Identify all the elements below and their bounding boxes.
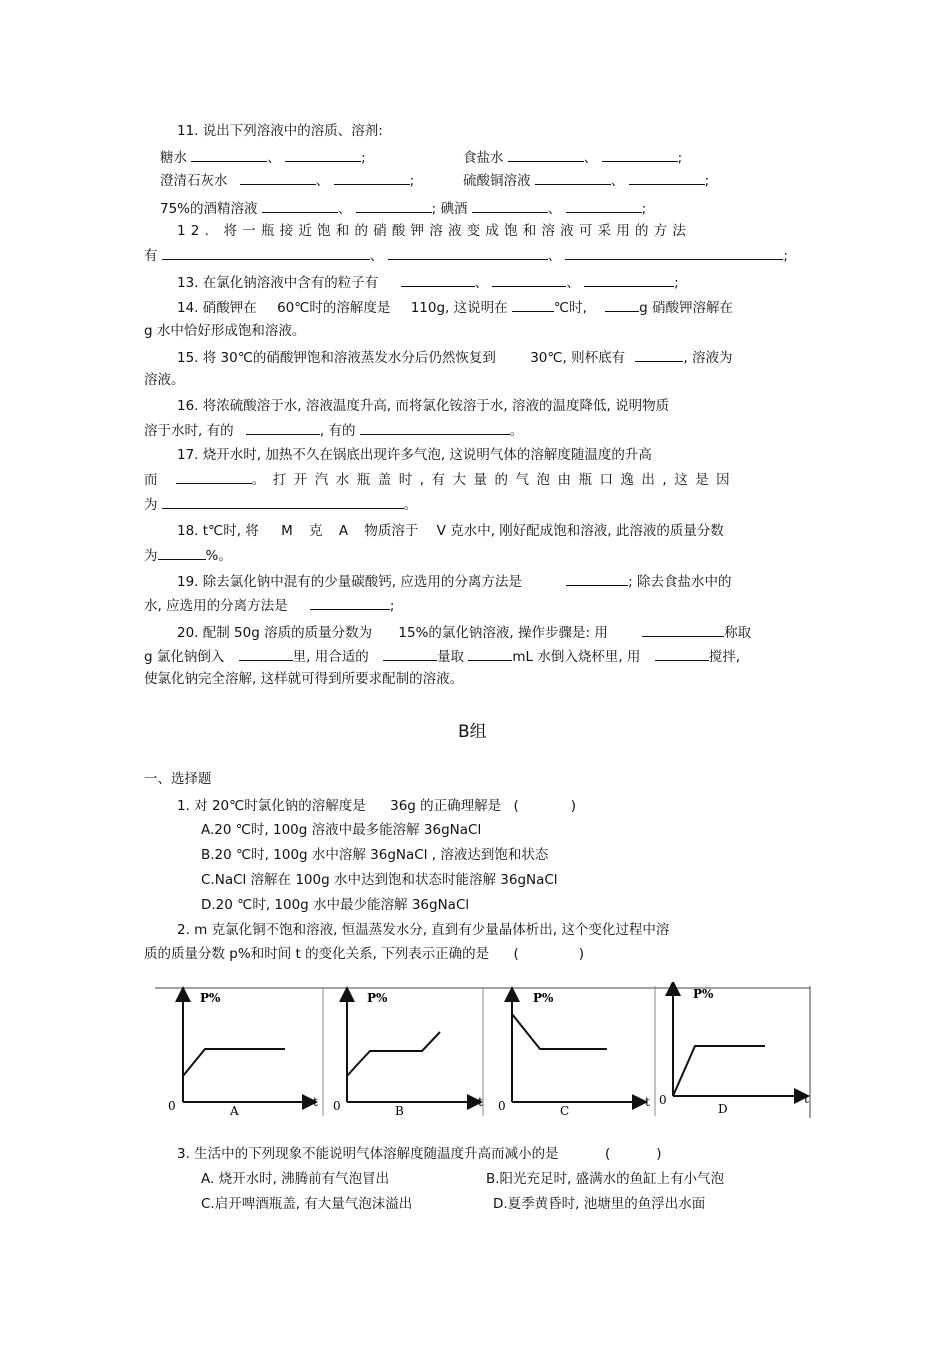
section-choice: 一、选择题 [144,771,212,787]
blank[interactable] [356,198,432,213]
q12-line2 [144,245,788,265]
q14-d: ℃时, [553,300,587,316]
blank[interactable] [383,646,437,661]
blank[interactable] [162,494,404,509]
q20-line1 [177,622,751,642]
blank[interactable] [334,170,410,185]
y-label: P% [200,991,221,1005]
blank[interactable] [512,297,554,312]
paren: ) [570,798,577,814]
q15-c: , 溶液为 [683,350,733,366]
q20-h: 搅拌, [708,649,740,665]
q18-pct: %。 [205,548,232,564]
blank[interactable] [602,147,678,162]
q11-sugar-label: 糖水 [160,150,187,166]
sep: 、 [583,150,598,166]
b1-option-b[interactable]: B.20 ℃时, 100g 水中溶解 36gNaCl , 溶液达到饱和状态 [201,847,549,863]
origin-label: 0 [168,1099,176,1113]
q18-c: V 克水中, 刚好配成饱和溶液, 此溶液的质量分数 [436,523,724,539]
q13-text: 13. 在氯化钠溶液中含有的粒子有 [177,275,379,291]
blank[interactable] [239,646,293,661]
paren: ( [604,1146,611,1162]
q17-er: 而 [144,472,158,488]
origin-label: 0 [498,1099,506,1113]
q11-alcohol-label: 75%的酒精溶液 [160,201,258,217]
q11-lime-label: 澄清石灰水 [160,173,228,189]
q11-row2 [160,170,414,190]
q14-e: g 硝酸钾溶解在 [639,300,734,316]
q15-a: 15. 将 30℃的硝酸钾饱和溶液蒸发水分后仍然恢复到 [177,350,496,366]
q11-row2b [463,170,709,190]
blank[interactable] [401,272,475,287]
q11-salt-label: 食盐水 [463,150,504,166]
sep: 、 [474,275,489,291]
blank[interactable] [468,646,512,661]
q20-b: 15%的氯化钠溶液, 操作步骤是: 用 [398,625,608,641]
curve [183,1049,285,1076]
q16-line2 [144,420,523,440]
q19-c: 水, 应选用的分离方法是 [144,598,288,614]
q11-row1 [160,147,366,167]
q20-line2 [144,646,740,666]
graphs-figure [150,982,815,1122]
y-label: P% [367,991,388,1005]
y-label: P% [693,987,714,1001]
q16-a: 溶于水时, 有的 [144,423,234,439]
q17-end: 。 [403,497,418,513]
q20-e: 里, 用合适的 [292,649,369,665]
q15-line1 [177,347,733,367]
blank[interactable] [360,420,510,435]
graph-label-b: B [395,1104,404,1118]
blank[interactable] [566,571,628,586]
b3-q: 3. 生活中的下列现象不能说明气体溶解度随温度升高而减小的是 [177,1146,559,1162]
sep: 、 [610,173,625,189]
x-label: t [313,1095,318,1109]
blank[interactable] [285,147,361,162]
q20-a: 20. 配制 50g 溶质的质量分数为 [177,625,373,641]
blank[interactable] [176,469,252,484]
curve [512,1014,607,1049]
sep: ; [641,201,647,217]
q11-row3 [160,198,646,218]
sep: ; [431,201,437,217]
q16-line1: 16. 将浓硫酸溶于水, 溶液温度升高, 而将氯化铵溶于水, 溶液的温度降低, 说明物质 [177,398,670,414]
q20-c: 称取 [724,625,752,641]
q14-line1 [177,297,733,317]
q19-b: ; 除去食盐水中的 [628,574,732,590]
b1-q: 1. 对 20℃时氯化钠的溶解度是 [177,798,366,814]
blank[interactable] [162,245,370,260]
b1-option-a[interactable]: A.20 ℃时, 100g 溶液中最多能溶解 36gNaCl [201,822,482,838]
blank[interactable] [310,595,390,610]
blank[interactable] [635,347,683,362]
blank[interactable] [492,272,566,287]
paren: ( [513,798,519,814]
q11-row1b [463,147,682,167]
q14-a: 14. 硝酸钾在 [177,300,257,316]
paren: ) [578,946,585,962]
q16-c: 。 [509,423,524,439]
x-label: t [645,1095,650,1109]
q14-c: 110g, 这说明在 [410,300,508,316]
graph-d[interactable] [659,987,809,1116]
q12-you: 有 [144,248,158,264]
blank[interactable] [158,545,206,560]
sep: 、 [337,201,352,217]
b3-question [177,1145,662,1163]
blank[interactable] [508,147,584,162]
q20-line3: 使氯化钠完全溶解, 这样就可得到所要求配制的溶液。 [144,671,464,687]
graph-label-c: C [560,1104,570,1118]
b1-option-d[interactable]: D.20 ℃时, 100g 水中最少能溶解 36gNaCl [201,897,470,913]
b1-question [177,797,576,815]
blank[interactable] [605,297,639,312]
graph-a[interactable] [168,991,318,1118]
paren: ) [656,1146,662,1162]
q17-line3 [144,494,417,514]
q17-line2 [144,469,731,489]
q13 [177,272,679,292]
blank[interactable] [642,622,724,637]
b3-option-b[interactable]: B.阳光充足时, 盛满水的鱼缸上有小气泡 [486,1171,725,1187]
curve [347,1032,440,1076]
blank[interactable] [655,646,709,661]
group-b-title: B组 [458,722,487,742]
q15-b: 30℃, 则杯底有 [530,350,626,366]
q14-line2: g 水中恰好形成饱和溶液。 [144,323,306,339]
graph-b[interactable] [333,991,483,1118]
blank[interactable] [629,170,705,185]
q17-line1: 17. 烧开水时, 加热不久在锅底出现许多气泡, 这说明气体的溶解度随温度的升高 [177,447,652,463]
blank[interactable] [472,198,548,213]
blank[interactable] [584,272,674,287]
graph-label-a: A [230,1104,239,1118]
q11-title: 11. 说出下列溶液中的溶质、溶剂: [177,123,383,139]
sep: 、 [369,248,384,264]
sep: ; [783,248,788,264]
y-label: P% [533,991,554,1005]
sep: 、 [547,248,562,264]
q19-d: ; [389,598,395,614]
b3-option-d[interactable]: D.夏季黄昏时, 池塘里的鱼浮出水面 [493,1196,706,1212]
q20-g: mL 水倒入烧杯里, 用 [512,649,641,665]
blank[interactable] [246,420,320,435]
b1-q2: 36g 的正确理解是 [390,798,502,814]
origin-label: 0 [659,1093,667,1107]
paren: ( [513,946,519,962]
q15-line2: 溶液。 [144,372,185,388]
q18-b: M 克 A 物质溶于 [281,523,419,539]
q12-line1: 12. 将一瓶接近饱和的硝酸钾溶液变成饱和溶液可采用的方法 [177,223,692,239]
sep: ; [361,150,366,166]
q11-iodine-label: 碘酒 [440,201,468,217]
sep: 、 [547,201,562,217]
q18-line1 [177,522,724,540]
b1-option-c[interactable]: C.NaCl 溶解在 100g 水中达到饱和状态时能溶解 36gNaCl [201,872,558,888]
b3-option-a[interactable]: A. 烧开水时, 沸腾前有气泡冒出 [201,1171,390,1187]
b2-line2 [144,945,584,963]
blank[interactable] [388,245,548,260]
sep: 、 [267,150,281,166]
sep: ; [409,173,415,189]
graph-label-d: D [718,1102,728,1116]
q17-wei: 为 [144,497,158,513]
b2-line1: 2. m 克氯化铜不饱和溶液, 恒温蒸发水分, 直到有少量晶体析出, 这个变化过程中溶 [177,922,670,938]
sep: 、 [566,275,580,291]
q18-line2 [144,545,232,565]
q14-b: 60℃时的溶解度是 [277,300,391,316]
sep: ; [674,275,679,291]
q20-f: 量取 [437,649,465,665]
curve [673,1046,765,1096]
sep: 、 [315,173,330,189]
q20-d: g 氯化钠倒入 [144,649,225,665]
q17-mid: 。 打 开 汽 水 瓶 盖 时 , 有 大 量 的 气 泡 由 瓶 口 逸 出 , 这 是 因 [251,472,732,488]
sep: ; [704,173,710,189]
x-label: t [804,1092,809,1106]
sep: ; [677,150,683,166]
origin-label: 0 [333,1099,341,1113]
blank[interactable] [262,198,338,213]
blank[interactable] [565,245,783,260]
q16-b: , 有的 [319,423,356,439]
q19-a: 19. 除去氯化钠中混有的少量碳酸钙, 应选用的分离方法是 [177,574,522,590]
blank[interactable] [535,170,611,185]
q19-line2 [144,595,394,615]
x-label: t [478,1095,483,1109]
b2-line2-text: 质的质量分数 p%和时间 t 的变化关系, 下列表示正确的是 [144,946,490,962]
blank[interactable] [566,198,642,213]
q11-copper-label: 硫酸铜溶液 [463,173,531,189]
blank[interactable] [240,170,316,185]
b3-option-c[interactable]: C.启开啤酒瓶盖, 有大量气泡沫溢出 [201,1196,413,1212]
q19-line1 [177,571,731,591]
blank[interactable] [191,147,267,162]
q18-wei: 为 [144,548,158,564]
q18-a: 18. t℃时, 将 [177,523,259,539]
graph-c[interactable] [498,991,650,1118]
